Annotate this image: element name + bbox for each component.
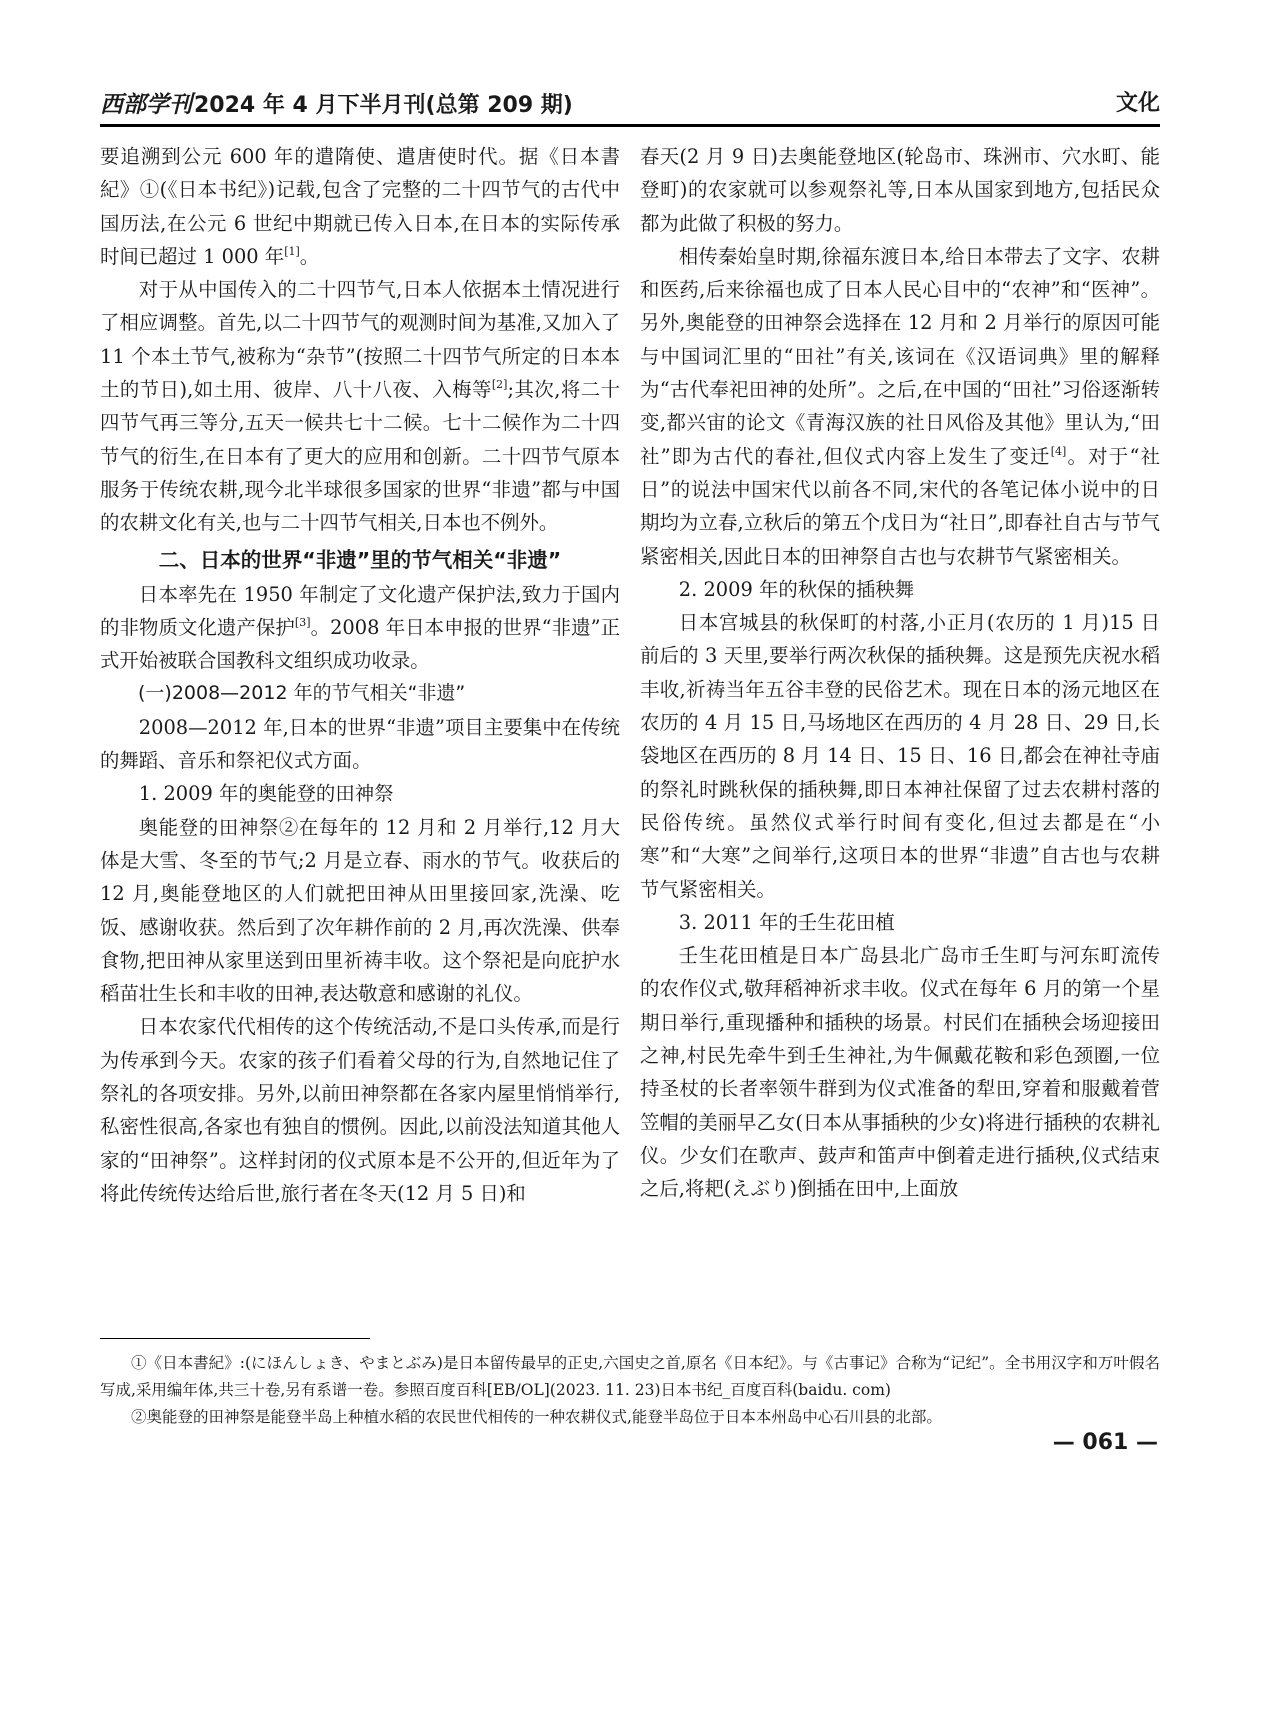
footnote: ②奥能登的田神祭是能登半岛上种植水稻的农民世代相传的一种农耕仪式,能登半岛位于日本本州岛中心石川县的北部。	[131, 1408, 942, 1426]
citation-ref: [2]	[491, 378, 508, 392]
paragraph: 日本宫城县的秋保町的村落,小正月(农历的 1 月)15 日前后的 3 天里,要举行两次秋保的插秧舞。这是预先庆祝水稻丰收,祈祷当年五谷丰登的民俗艺术。现在日本的汤元地区在农历的 4 月 15 日,马场地区在西历的 4 月 28 日、29 日,长袋地区在西历的 8 月 14 日、15 日、16 日,都会在神社寺庙的祭礼时跳秋保的插秧舞,即日本神社保留了过去农耕村落的民俗传统。虽然仪式举行时间有变化,但过去都是在“小寒”和“大寒”之间举行,这项日本的世界“非遗”自古也与农耕节气紧密相关。	[640, 611, 1160, 901]
footnote-separator	[100, 1338, 370, 1339]
journal-issue	[100, 86, 573, 119]
footnote: ①《日本書紀》:(にほんしょき、やまとぶみ)是日本留传最早的正史,六国史之首,原名《日本纪》。与《古事记》合称为“记纪”。全书用汉字和万叶假名写成,采用编年体,共三十卷,另有系谱一卷。参照百度百科[EB/OL](2023. 11. 23)日本书纪_百度百科(baidu. com)	[100, 1354, 1160, 1399]
paragraph: 奥能登的田神祭②在每年的 12 月和 2 月举行,12 月大体是大雪、冬至的节气;2 月是立春、雨水的节气。收获后的 12 月,奥能登地区的人们就把田神从田里接回家,洗澡、吃饭、感谢收获。然后到了次年耕作前的 2 月,再次洗澡、供奉食物,把田神从家里送到田里祈祷丰收。这个祭祀是向庇护水稻苗壮生长和丰收的田神,表达敬意和感谢的礼仪。	[100, 815, 620, 1006]
journal-logo: 西部学刊	[100, 91, 192, 118]
citation-ref: [4]	[1050, 444, 1067, 458]
paragraph: 春天(2 月 9 日)去奥能登地区(轮岛市、珠洲市、穴水町、能登町)的农家就可以参观祭礼等,日本从国家到地方,包括民众都为此做了积极的努力。	[640, 145, 1160, 235]
subsection-heading: (一)2008—2012 年的节气相关“非遗”	[138, 682, 466, 705]
paragraph: 2008—2012 年,日本的世界“非遗”项目主要集中在传统的舞蹈、音乐和祭祀仪式方面。	[100, 715, 620, 773]
page-number: — 061 —	[1052, 1430, 1158, 1455]
issue-text: 2024 年 4 月下半月刊(总第 209 期)	[194, 93, 573, 118]
paragraph: 要追溯到公元 600 年的遣隋使、遣唐使时代。据《日本書紀》①(《日本书纪》)记载,包含了完整的二十四节气的古代中国历法,在公元 6 世纪中期就已传入日本,在日本的实际传承时间已超过 1 000 年[1]。	[100, 145, 620, 268]
paragraph: 壬生花田植是日本广岛县北广岛市壬生町与河东町流传的农作仪式,敬拜稻神祈求丰收。仪式在每年 6 月的第一个星期日举行,重现播种和插秧的场景。村民们在插秧会场迎接田之神,村民先牵牛到壬生神社,为牛佩戴花鞍和彩色颈圈,一位持圣杖的长者率领牛群到为仪式准备的犁田,穿着和服戴着菅笠帽的美丽早乙女(日本从事插秧的少女)将进行插秧的农耕礼仪。少女们在歌声、鼓声和笛声中倒着走进行插秧,仪式结束之后,将耙(えぶり)倒插在田中,上面放	[640, 944, 1160, 1201]
footnotes	[100, 1350, 1160, 1431]
paragraph: 相传秦始皇时期,徐福东渡日本,给日本带去了文字、农耕和医药,后来徐福也成了日本人民心目中的“农神”和“医神”。另外,奥能登的田神祭会选择在 12 月和 2 月举行的原因可能与中国词汇里的“田社”有关,该词在《汉语词典》里的解释为“古代奉祀田神的处所”。之后,在中国的“田社”习俗逐渐转变,都兴宙的论文《青海汉族的社日风俗及其他》里认为,“田社”即为古代的春社,但仪式内容上发生了变迁[4]。对于“社日”的说法中国宋代以前各不同,宋代的各笔记体小说中的日期均为立春,立秋后的第五个戊日为“社日”,即春社自古与节气紧密相关,因此日本的田神祭自古也与农耕节气紧密相关。	[640, 244, 1160, 568]
paragraph: 日本农家代代相传的这个传统活动,不是口头传承,而是行为传承到今天。农家的孩子们看着父母的行为,自然地记住了祭礼的各项安排。另外,以前田神祭都在各家内屋里悄悄举行,私密性很高,各家也有独自的惯例。因此,以前没法知道其他人家的“田神祭”。这样封闭的仪式原本是不公开的,但近年为了将此传统传达给后世,旅行者在冬天(12 月 5 日)和	[100, 1015, 620, 1205]
paragraph: 对于从中国传入的二十四节气,日本人依据本土情况进行了相应调整。首先,以二十四节气的观测时间为基准,又加入了 11 个本土节气,被称为“杂节”(按照二十四节气所定的日本本土的节日),如土用、彼岸、八十八夜、入梅等[2];其次,将二十四节气再三等分,五天一候共七十二候。七十二候作为二十四节气的衍生,在日本有了更大的应用和创新。二十四节气原本服务于传统农耕,现今北半球很多国家的世界“非遗”都与中国的农耕文化有关,也与二十四节气相关,日本也不例外。	[100, 278, 620, 535]
item-heading: 2. 2009 年的秋保的插秧舞	[678, 577, 915, 601]
right-column	[640, 140, 1160, 1206]
citation-ref: [3]	[294, 615, 311, 629]
item-heading: 1. 2009 年的奥能登的田神祭	[138, 782, 394, 806]
paragraph: 日本率先在 1950 年制定了文化遗产保护法,致力于国内的非物质文化遗产保护[3]。2008 年日本申报的世界“非遗”正式开始被联合国教科文组织成功收录。	[100, 582, 621, 673]
citation-ref: [1]	[284, 244, 300, 258]
section-heading: 二、日本的世界“非遗”里的节气相关“非遗”	[158, 547, 562, 572]
left-column	[100, 140, 620, 1210]
section-label: 文化	[1115, 91, 1160, 116]
item-heading: 3. 2011 年的壬生花田植	[678, 910, 895, 934]
running-header	[100, 84, 1160, 127]
